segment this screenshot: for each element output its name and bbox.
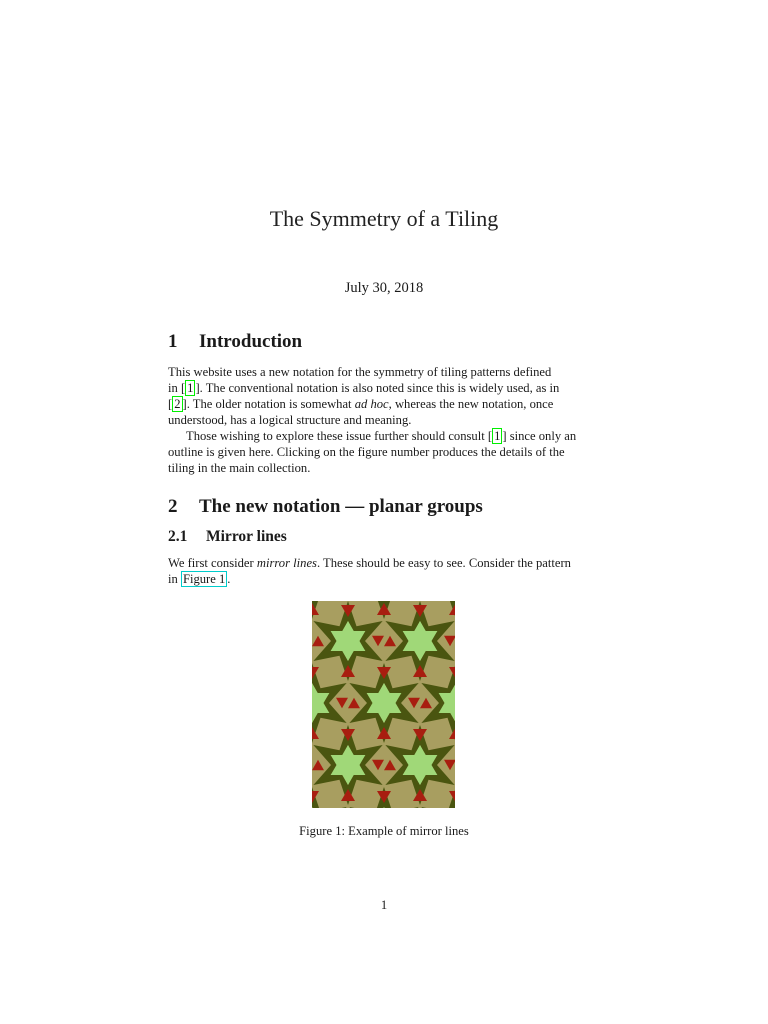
document-date: July 30, 2018 (344, 280, 424, 296)
emphasis-text: mirror lines (256, 556, 317, 570)
text-line: This website uses a new notation for the symmetry of tiling patterns defined (168, 365, 552, 379)
text-line: outline is given here. Clicking on the figure number produces the details of the (168, 445, 565, 459)
figure-caption: Figure 1: Example of mirror lines (299, 824, 469, 838)
figure-1-link[interactable]: Figure 1 (182, 572, 226, 586)
text-line (168, 571, 600, 587)
section-heading-new-notation (168, 496, 483, 518)
tiling-figure (312, 601, 455, 808)
introduction-paragraph-2 (168, 428, 600, 476)
tiling-pattern-image (312, 601, 455, 808)
text-line: in [ 1 ]. The conventional notation is also noted since this is widely used, as in (168, 381, 560, 395)
text-line: [ 2 ]. The older notation is somewhat ad hoc, whereas the new notation, once (168, 397, 554, 411)
text-line: Those wishing to explore these issue further should consult [ 1 ] since only an (186, 429, 577, 443)
text-fragment: , whereas the new notation, once (388, 397, 554, 411)
text-fragment: . These should be easy to see. Consider the pattern (316, 556, 571, 570)
section-title: Introduction (199, 331, 303, 352)
text-fragment: in (168, 381, 181, 395)
introduction-paragraph-1 (168, 364, 600, 428)
text-line: understood, has a logical structure and meaning. (168, 413, 412, 427)
text-fragment: . The conventional notation is also noted since this is widely used, as in (199, 381, 560, 395)
text-fragment: Those wishing to explore these issue further should consult (186, 429, 488, 443)
subsection-heading-mirror-lines (168, 528, 287, 546)
text-fragment: . (227, 572, 231, 586)
text-fragment: in (168, 572, 181, 586)
text-fragment: . The older notation is somewhat (186, 397, 355, 411)
subsection-number: 2.1 (168, 528, 188, 545)
section-title: The new notation — planar groups (199, 496, 483, 517)
section-number: 2 (168, 496, 178, 517)
emphasis-text: ad hoc (354, 397, 389, 411)
citation-link-1[interactable]: 1 (187, 381, 194, 395)
text-line: tiling in the main collection. (168, 461, 311, 475)
text-line (168, 555, 600, 571)
page-number: 1 (380, 898, 388, 912)
mirror-lines-paragraph (168, 555, 600, 587)
subsection-title: Mirror lines (206, 528, 287, 545)
document-title: The Symmetry of a Tiling (269, 206, 499, 231)
section-number: 1 (168, 331, 178, 352)
section-heading-introduction (168, 331, 302, 353)
citation-link-2[interactable]: 2 (174, 397, 181, 411)
text-fragment: We first consider (168, 556, 257, 570)
citation-link-1b[interactable]: 1 (494, 429, 501, 443)
text-fragment: since only an (506, 429, 577, 443)
